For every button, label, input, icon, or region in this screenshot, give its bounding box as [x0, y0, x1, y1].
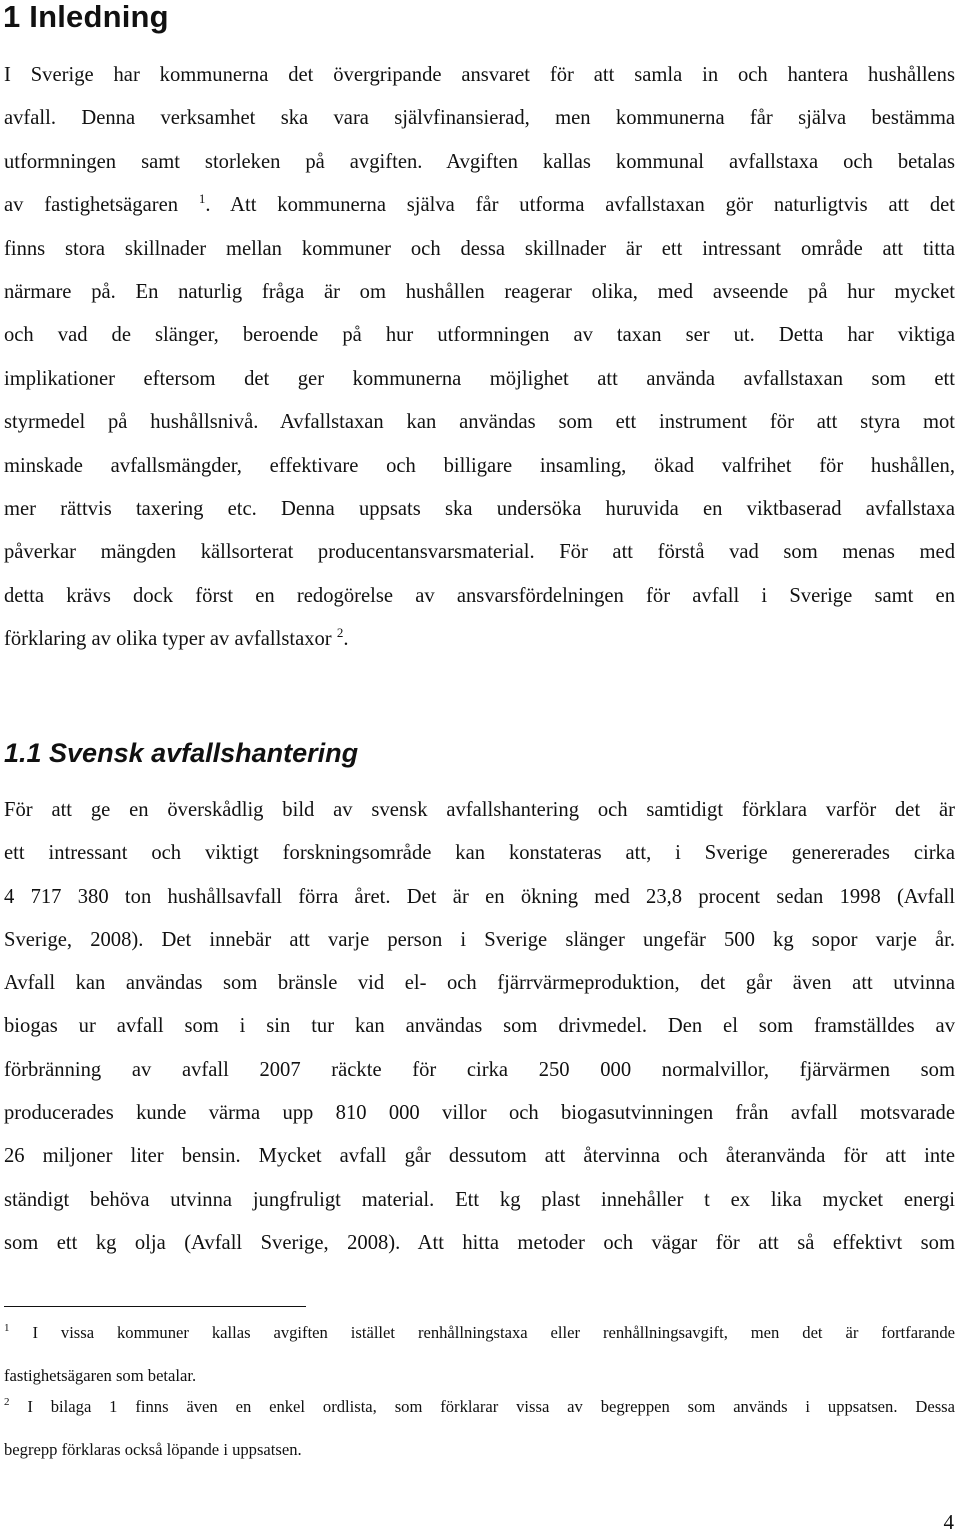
footnote-line: fastighetsägaren som betalar.: [4, 1366, 197, 1386]
footnote-reference-2[interactable]: 2: [336, 625, 344, 641]
text-line: implikationer eftersom det ger kommunerna möjlighet att använda avfallstaxan som ett: [4, 367, 955, 390]
text-line: I Sverige har kommunerna det övergripande ansvaret för att samla in och hantera hushållens: [4, 64, 955, 86]
text-line: som ett kg olja (Avfall Sverige, 2008). Att hitta metoder och vägar för att så effektivt som: [4, 1231, 955, 1254]
text-line: påverkar mängden källsorterat producentansvarsmaterial. För att förstå vad som menas med: [4, 541, 955, 564]
text-line: ett intressant och viktigt forskningsområde kan konstateras att, i Sverige genererades cirka: [4, 842, 955, 865]
text-line: närmare på. En naturlig fråga är om hushållen reagerar olika, med avseende på hur mycket: [4, 280, 955, 303]
footnote-line: [4, 1314, 955, 1357]
text-line: förbränning av avfall 2007 räckte för cirka 250 000 normalvillor, fjärvärmen som: [4, 1058, 955, 1081]
text-fragment: . Att kommunerna själva får utforma avfallstaxan gör naturligtvis att det: [205, 194, 955, 217]
text-fragment: I vissa kommuner kallas avgiften istället renhållningstaxa eller renhållningsavgift, men det är fortfarande: [32, 1323, 955, 1342]
footnote-2: [4, 1388, 955, 1475]
text-line: och vad de slänger, beroende på hur utformningen av taxan ser ut. Detta har viktiga: [4, 324, 955, 347]
intro-paragraph: [4, 54, 955, 661]
text-line: 26 miljoner liter bensin. Mycket avfall går dessutom att återvinna och återanvända för att inte: [4, 1145, 955, 1168]
text-line: ständigt behöva utvinna jungfruligt material. Ett kg plast innehåller t ex lika mycket energi: [4, 1188, 955, 1211]
text-fragment: förklaring av olika typer av avfallstaxor: [4, 628, 332, 651]
footnote-separator: [4, 1306, 306, 1307]
text-line: detta krävs dock först en redogörelse av ansvarsfördelningen för avfall i Sverige samt en: [4, 584, 955, 607]
footnote-reference-1[interactable]: 1: [198, 191, 206, 207]
footnote-number: 2: [4, 1396, 10, 1408]
section-paragraph: [4, 789, 955, 1265]
text-line: finns stora skillnader mellan kommuner och dessa skillnader är ett intressant område att titta: [4, 237, 955, 260]
text-line: utformningen samt storleken på avgiften. Avgiften kallas kommunal avfallstaxa och betalas: [4, 150, 955, 173]
text-line: styrmedel på hushållsnivå. Avfallstaxan kan användas som ett instrument för att styra mot: [4, 411, 955, 434]
section-heading: 1.1 Svensk avfallshantering: [4, 738, 359, 768]
text-fragment: .: [343, 628, 349, 651]
text-line: biogas ur avfall som i sin tur kan användas som drivmedel. Den el som framställdes av: [4, 1015, 955, 1038]
text-line: avfall. Denna verksamhet ska vara självfinansierad, men kommunerna får själva bestämma: [4, 107, 955, 130]
text-line: minskade avfallsmängder, effektivare och billigare insamling, ökad valfrihet för hushållen,: [4, 454, 955, 477]
text-line-with-footnote: [4, 618, 955, 661]
chapter-heading: 1 Inledning: [3, 0, 169, 34]
text-line: Sverige, 2008). Det innebär att varje person i Sverige slänger ungefär 500 kg sopor varje år.: [4, 928, 955, 951]
text-line: producerades kunde värma upp 810 000 villor och biogasutvinningen från avfall motsvarade: [4, 1102, 955, 1125]
text-line: Avfall kan användas som bränsle vid el- och fjärrvärmeproduktion, det går även att utvinna: [4, 972, 955, 995]
footnote-number: 1: [4, 1322, 10, 1334]
text-line-with-footnote: [4, 184, 955, 227]
text-fragment: av fastighetsägaren: [4, 194, 179, 217]
text-line: För att ge en överskådlig bild av svensk avfallshantering och samtidigt förklara varför det är: [4, 799, 955, 821]
footnote-line: [4, 1388, 955, 1431]
footnote-line: begrepp förklaras också löpande i uppsatsen.: [4, 1440, 302, 1460]
text-fragment: I bilaga 1 finns även en enkel ordlista, som förklarar vissa av begreppen som används i uppsatsen. Dessa: [27, 1397, 955, 1416]
text-line: mer rättvis taxering etc. Denna uppsats ska undersöka huruvida en viktbaserad avfallstaxa: [4, 497, 955, 520]
page-number: 4: [943, 1510, 954, 1534]
text-line: 4 717 380 ton hushållsavfall förra året. Det är en ökning med 23,8 procent sedan 1998 (Avfall: [4, 885, 955, 908]
